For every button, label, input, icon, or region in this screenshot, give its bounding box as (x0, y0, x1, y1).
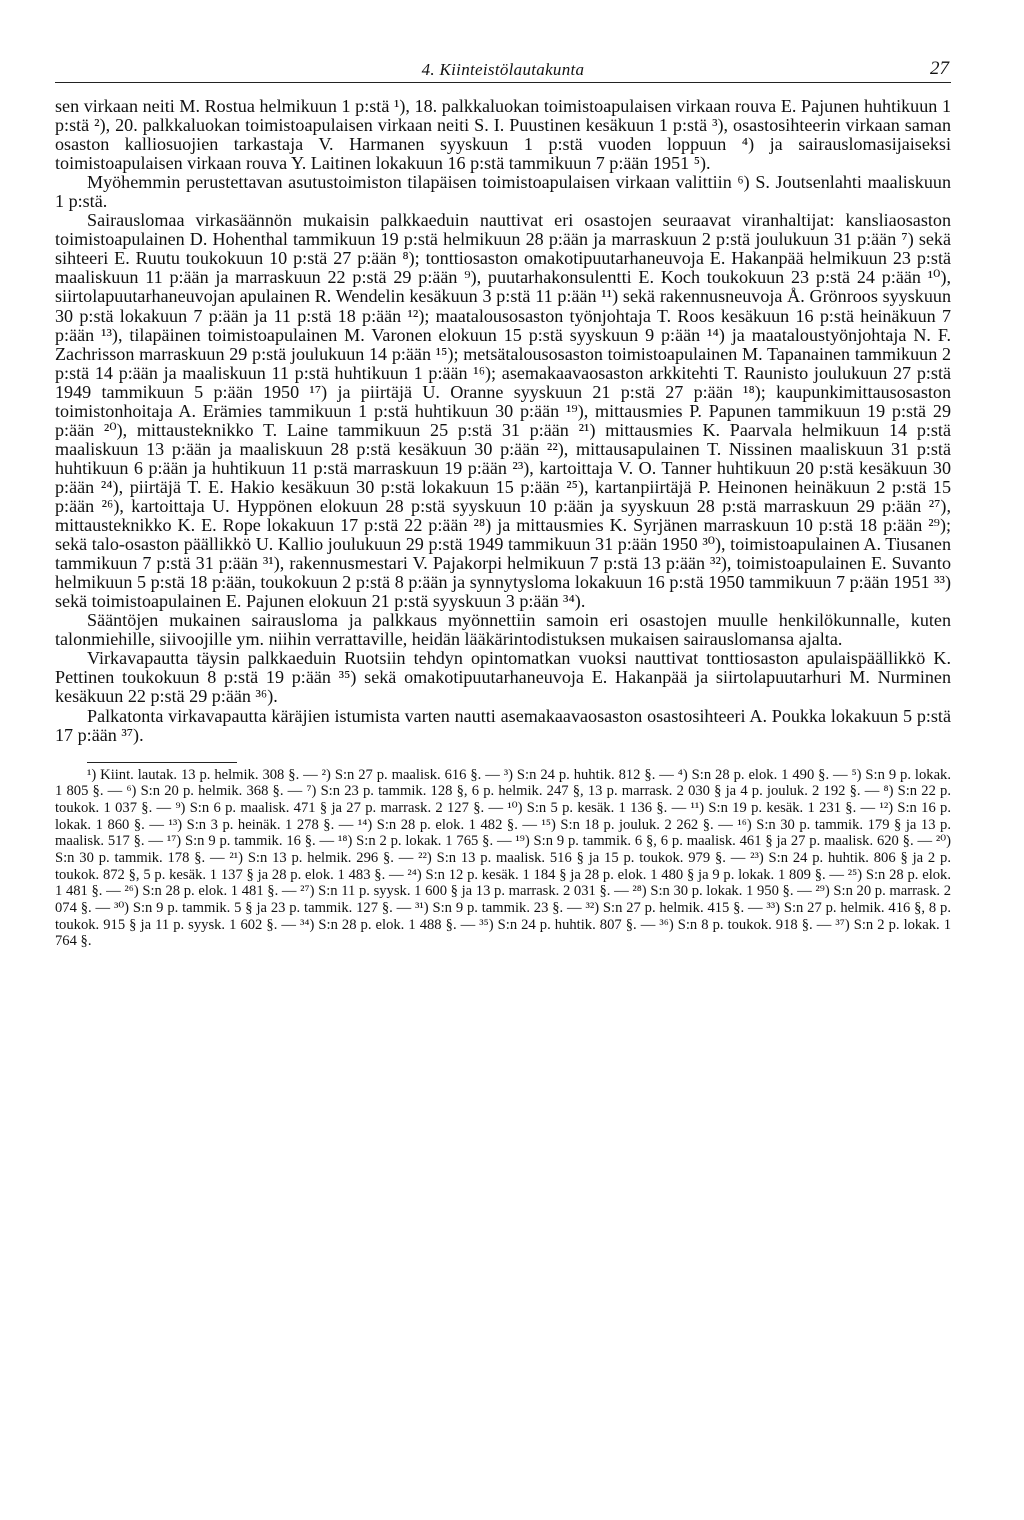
body-text (55, 97, 951, 745)
running-title: 4. Kiinteistölautakunta (421, 60, 585, 79)
document-page (55, 52, 951, 950)
paragraph-unpaid-leave: Palkatonta virkavapautta käräjien istumista varten nautti asemakaavaosaston osastosihteeri A. Poukka lokakuun 5 p:stä 17 p:ään ³⁷). (55, 705, 951, 745)
paragraph-sick-leave: Sairauslomaa virkasäännön mukaisin palkkaeduin nauttivat eri osastojen seuraavat viranhaltijat: kansliaosaston toimistoapulainen D. Hohenthal tammikuun 19 p:stä helmikuun 28 p:ään ja marraskuun 2 p:stä joulukuun 31 p:ään ⁷) sekä sihteeri E. Ruutu toukokuun 10 p:stä 27 p:ään ⁸); tonttiosaston omakotipuutarhaneuvoja E. Hakanpää helmikuun 23 p:stä maaliskuun 11 p:ään ja marraskuun 22 p:stä 29 p:ään ⁹), puutarhakonsulentti E. Koch toukokuun 23 p:stä 24 p:ään ¹⁰), siirtolapuutarhaneuvojan apulainen R. Wendelin kesäkuun 3 p:stä 11 p:ään ¹¹) sekä rakennusneuvoja Å. Grönroos syyskuun 30 p:stä lokakuun 7 p:ään ja 11 p:stä 18 p:ään ¹²); maatalousosaston työnjohtaja T. Roos kesäkuun 16 p:stä heinäkuun 7 p:ään ¹³), tilapäinen toimistoapulainen M. Varonen elokuun 15 p:stä syyskuun 9 p:ään ¹⁴) ja maataloustyönjohtaja N. F. Zachrisson marraskuun 29 p:stä joulukuun 14 p:ään ¹⁵); metsätalousosaston toimistoapulainen M. Tapanainen tammikuun 2 p:stä 14 p:ään ja maaliskuun 11 p:stä huhtikuun 1 p:ään ¹⁶); asemakaavaosaston arkkitehti T. Raunisto joulukuun 27 p:stä 1949 tammikuun 5 p:ään 1950 ¹⁷) ja piirtäjä U. Oranne syyskuun 21 p:stä 27 p:ään ¹⁸); kaupunkimittausosaston toimistonhoitaja A. Erämies tammikuun 1 p:stä huhtikuun 30 p:ään ¹⁹), mittausmies P. Papunen tammikuun 19 p:stä 29 p:ään ²⁰), mittausteknikko T. Laine tammikuun 25 p:stä 31 p:ään ²¹) mittausmies K. Paarvala helmikuun 14 p:stä maaliskuun 13 p:ään ja maaliskuun 28 p:stä kesäkuun 30 p:ään ²²), mittausapulainen T. Nissinen maaliskuun 31 p:stä huhtikuun 6 p:ään ja huhtikuun 11 p:stä marraskuun 19 p:ään ²³), kartoittaja V. O. Tanner huhtikuun 20 p:stä kesäkuun 30 p:ään ²⁴), piirtäjä T. E. Hakio kesäkuun 30 p:stä lokakuun 15 p:ään ²⁵), kartanpiirtäjä P. Heinonen heinäkuun 2 p:stä 15 p:ään ²⁶), kartoittaja U. Hyppönen elokuun 28 p:stä syyskuun 10 p:ään ja syyskuun 28 p:stä marraskuun 29 p:ään ²⁷), mittausteknikko K. E. Rope lokakuun 17 p:stä 22 p:ään ²⁸) ja mittausmies K. Syrjänen marraskuun 10 p:stä 18 p:ään ²⁹); sekä talo-osaston päällikkö U. Kallio joulukuun 29 p:stä 1949 tammikuun 31 p:ään 1950 ³⁰), toimistoapulainen A. Tiusanen tammikuun 7 p:stä 31 p:ään ³¹), rakennusmestari V. Pajakorpi helmikuun 7 p:stä 13 p:ään ³²), toimistoapulainen E. Suvanto helmikuun 5 p:stä 18 p:ään, toukokuun 2 p:stä 8 p:ään ja synnytysloma lokakuun 16 p:stä 1950 tammikuun 7 p:ään 1951 ³³) sekä toimistoapulainen E. Pajunen elokuun 21 p:stä syyskuun 3 p:ään ³⁴). (55, 210, 951, 612)
paragraph-continuation: sen virkaan neiti M. Rostua helmikuun 1 p:stä ¹), 18. palkkaluokan toimistoapulaisen virkaan rouva E. Pajunen huhtikuun 1 p:stä ²), 20. palkkaluokan toimistoapulaisen virkaan neiti S. I. Puustinen kesäkuun 1 p:stä ³), osastosihteerin virkaan saman osaston kalliosuojien tarkastaja V. Harmanen syyskuun 1 p:stä vuoden loppuun ⁴) ja sairauslomasijaiseksi toimistoapulaisen virkaan rouva Y. Laitinen lokakuun 16 p:stä tammikuun 7 p:ään 1951 ⁵). (55, 96, 951, 174)
footnotes (55, 767, 951, 950)
page-number: 27 (930, 58, 949, 79)
paragraph-paid-leave: Virkavapautta täysin palkkaeduin Ruotsiin tehdyn opintomatkan vuoksi nauttivat tonttiosaston apulaispäällikkö K. Pettinen toukokuun 8 p:stä 19 p:ään ³⁵) sekä omakotipuutarhaneuvoja E. Hakanpää ja siirtolapuutarhuri M. Nurminen kesäkuun 22 p:stä 29 p:ään ³⁶). (55, 648, 951, 707)
page-header (55, 52, 951, 83)
footnote-divider (87, 762, 237, 763)
paragraph-other-staff: Sääntöjen mukainen sairausloma ja palkkaus myönnettiin samoin eri osastojen muulle henkilökunnalle, kuten talonmiehille, siivoojille ym. niihin verrattaville, heidän lääkärintodistuksen mukaisen sairauslomansa ajalta. (55, 610, 951, 650)
footnote-text: ¹) Kiint. lautak. 13 p. helmik. 308 §. — ²) S:n 27 p. maalisk. 616 §. — ³) S:n 24 p. huhtik. 812 §. — ⁴) S:n 28 p. elok. 1 490 §. — ⁵) S:n 9 p. lokak. 1 805 §. — ⁶) S:n 20 p. helmik. 368 §. — ⁷) S:n 23 p. tammik. 128 §, 6 p. helmik. 247 §, 13 p. marrask. 2 030 § ja 4 p. jouluk. 2 192 §. — ⁸) S:n 22 p. toukok. 1 037 §. — ⁹) S:n 6 p. maalisk. 471 § ja 27 p. marrask. 2 127 §. — ¹⁰) S:n 5 p. kesäk. 1 136 §. — ¹¹) S:n 19 p. kesäk. 1 231 §. — ¹²) S:n 16 p. lokak. 1 860 §. — ¹³) S:n 3 p. heinäk. 1 278 §. — ¹⁴) S:n 28 p. elok. 1 482 §. — ¹⁵) S:n 18 p. jouluk. 2 262 §. — ¹⁶) S:n 30 p. tammik. 179 § ja 13 p. maalisk. 517 §. — ¹⁷) S:n 9 p. tammik. 16 §. — ¹⁸) S:n 2 p. lokak. 1 765 §. — ¹⁹) S:n 9 p. tammik. 6 §, 6 p. maalisk. 461 § ja 27 p. maalisk. 620 §. — ²⁰) S:n 30 p. tammik. 178 §. — ²¹) S:n 13 p. helmik. 296 §. — ²²) S:n 13 p. maalisk. 516 § ja 15 p. toukok. 979 §. — ²³) S:n 24 p. huhtik. 806 § ja 2 p. toukok. 872 §, 5 p. kesäk. 1 137 § ja 28 p. elok. 1 483 §. — ²⁴) S:n 12 p. kesäk. 1 184 § ja 28 p. elok. 1 480 § ja 9 p. lokak. 1 809 §. — ²⁵) S:n 28 p. elok. 1 481 §. — ²⁶) S:n 28 p. elok. 1 481 §. — ²⁷) S:n 11 p. syysk. 1 600 § ja 13 p. marrask. 2 031 §. — ²⁸) S:n 30 p. lokak. 1 950 §. — ²⁹) S:n 20 p. marrask. 2 074 §. — ³⁰) S:n 9 p. tammik. 5 § ja 23 p. tammik. 127 §. — ³¹) S:n 9 p. tammik. 23 §. — ³²) S:n 27 p. helmik. 415 §. — ³³) S:n 27 p. helmik. 416 §, 8 p. toukok. 915 § ja 11 p. syysk. 1 602 §. — ³⁴) S:n 28 p. elok. 1 488 §. — ³⁵) S:n 24 p. huhtik. 807 §. — ³⁶) S:n 8 p. toukok. 918 §. — ³⁷) S:n 2 p. lokak. 1 764 §. (55, 766, 951, 950)
paragraph-temporary-assistant: Myöhemmin perustettavan asutustoimiston tilapäisen toimistoapulaisen virkaan valittiin ⁶) S. Joutsenlahti maaliskuun 1 p:stä. (55, 172, 951, 212)
